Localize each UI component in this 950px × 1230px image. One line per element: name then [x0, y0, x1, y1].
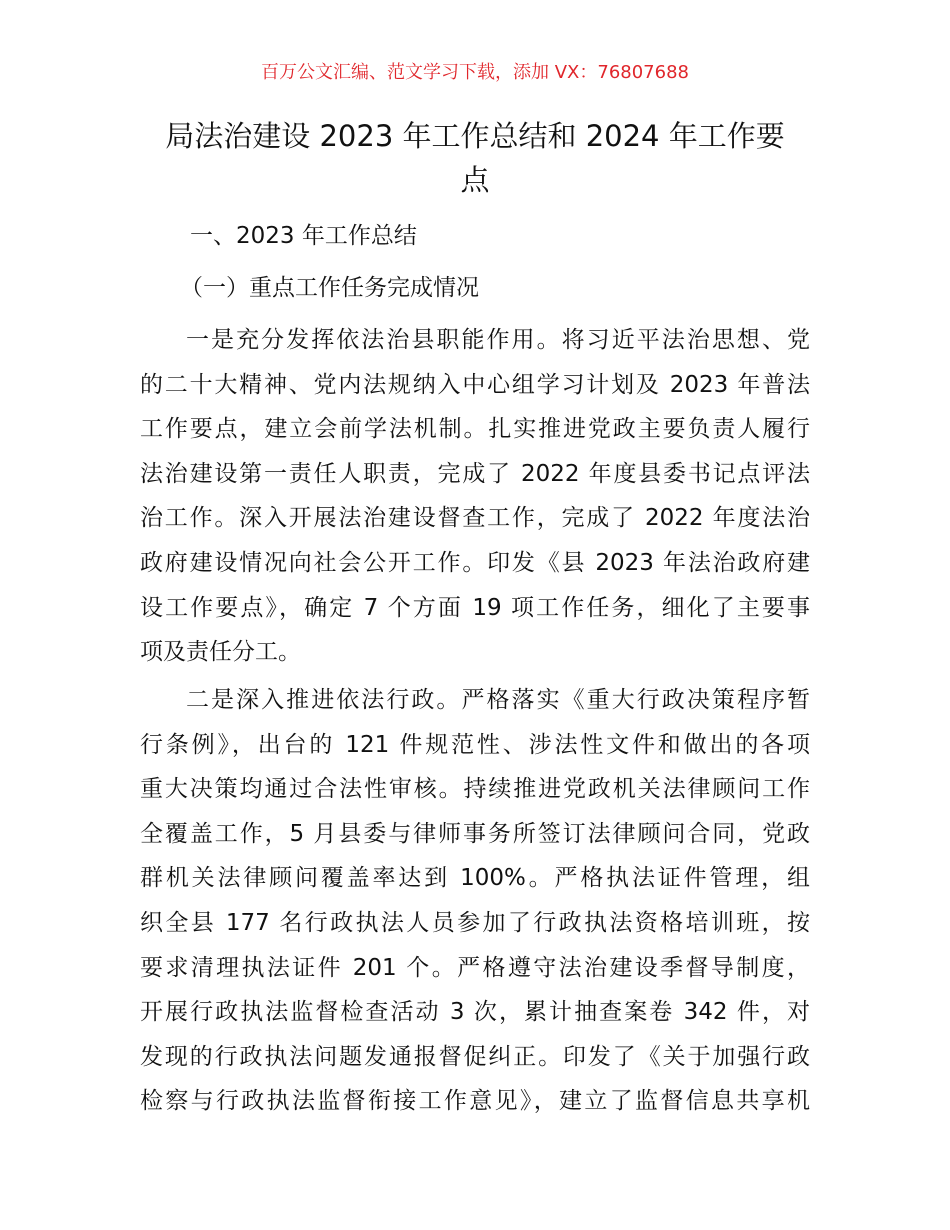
paragraph-line: 工作要点，建立会前学法机制。扎实推进党政主要负责人履行: [140, 416, 810, 443]
paragraph-line: 群机关法律顾问覆盖率达到 100%。严格执法证件管理，组: [140, 865, 810, 892]
paragraph-line: 设工作要点》，确定 7 个方面 19 项工作任务，细化了主要事: [140, 594, 810, 621]
document-title: [140, 114, 810, 202]
paragraph-line: 法治建设第一责任人职责，完成了 2022 年度县委书记点评法: [140, 460, 810, 487]
title-line: 局法治建设 2023 年工作总结和 2024 年工作要: [165, 119, 785, 153]
paragraph-line: 项及责任分工。: [140, 639, 301, 666]
paragraph: [140, 318, 810, 675]
paragraph-line: 政府建设情况向社会公开工作。印发《县 2023 年法治政府建: [140, 549, 810, 576]
paragraph-line: 的二十大精神、党内法规纳入中心组学习计划及 2023 年普法: [140, 371, 810, 398]
paragraph-line: 检察与行政执法监督衔接工作意见》，建立了监督信息共享机: [140, 1088, 810, 1115]
paragraph-line: 发现的行政执法问题发通报督促纠正。印发了《关于加强行政: [140, 1043, 810, 1070]
title-line: 点: [460, 163, 490, 197]
watermark-banner: 百万公文汇编、范文学习下载，添加 VX：76807688: [261, 62, 689, 83]
paragraph-line: 治工作。深入开展法治建设督查工作，完成了 2022 年度法治: [140, 505, 810, 532]
paragraph-line: 开展行政执法监督检查活动 3 次，累计抽查案卷 342 件，对: [140, 999, 810, 1026]
paragraph-line: 重大决策均通过合法性审核。持续推进党政机关法律顾问工作: [140, 776, 810, 803]
paragraph-line: 要求清理执法证件 201 个。严格遵守法治建设季督导制度，: [140, 954, 810, 981]
paragraph-line: 行条例》，出台的 121 件规范性、涉法性文件和做出的各项: [140, 731, 810, 758]
section-heading: 一、2023 年工作总结: [190, 223, 417, 249]
paragraph-line: 织全县 177 名行政执法人员参加了行政执法资格培训班，按: [140, 909, 810, 936]
subsection-heading: （一）重点工作任务完成情况: [180, 275, 479, 301]
paragraph-line: 全覆盖工作，5 月县委与律师事务所签订法律顾问合同，党政: [140, 820, 810, 847]
paragraph: [140, 678, 810, 1124]
paragraph-line: 二是深入推进依法行政。严格落实《重大行政决策程序暂: [186, 687, 810, 713]
paragraph-line: 一是充分发挥依法治县职能作用。将习近平法治思想、党: [186, 327, 810, 353]
